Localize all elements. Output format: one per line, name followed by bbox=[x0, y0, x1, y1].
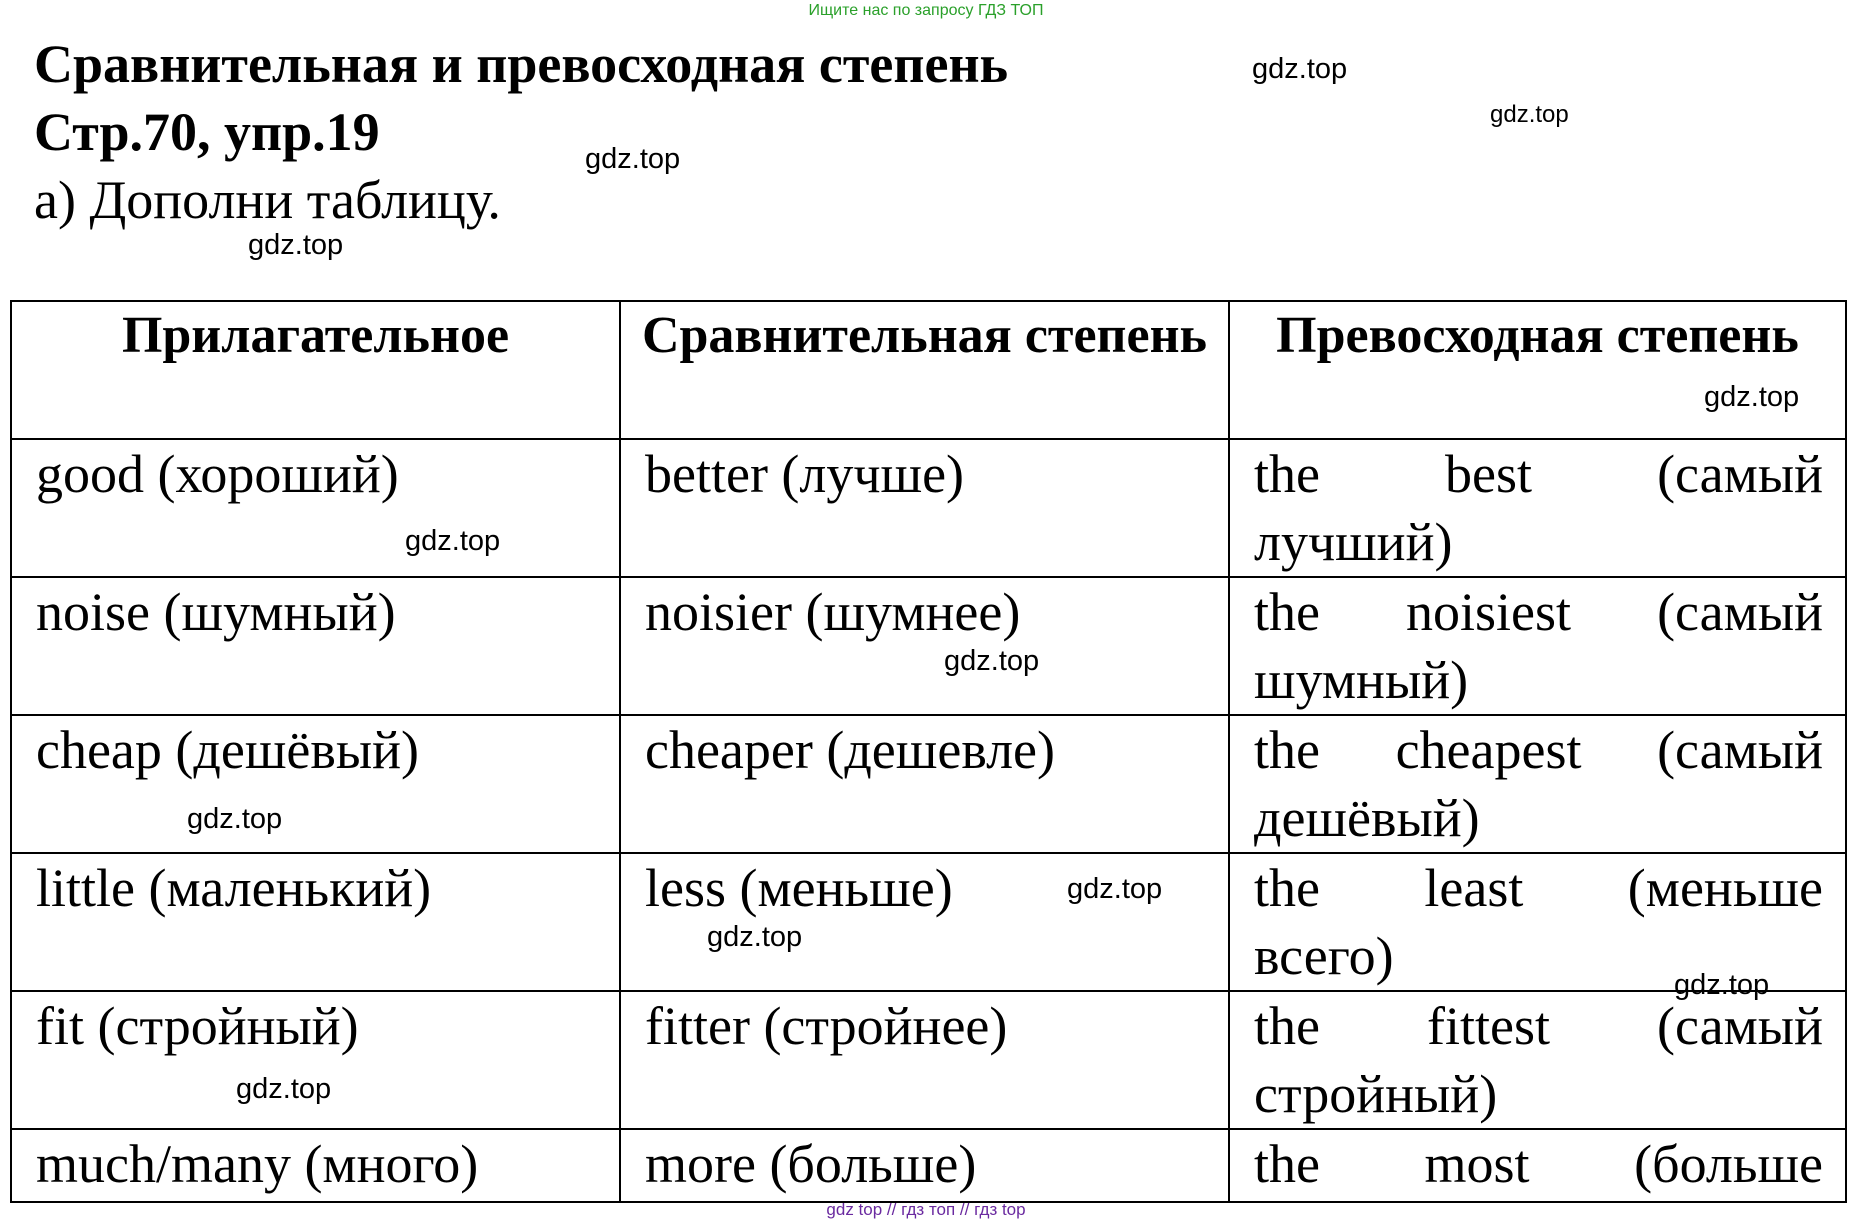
watermark: gdz.top bbox=[1252, 53, 1348, 85]
cell-superlative bbox=[1229, 1129, 1846, 1202]
cell-comparative: less (меньше) bbox=[620, 853, 1229, 991]
table-row bbox=[11, 715, 1846, 853]
cell-comparative: cheaper (дешевле) bbox=[620, 715, 1229, 853]
watermark: gdz.top bbox=[1674, 969, 1770, 1001]
watermark: gdz.top bbox=[405, 525, 501, 557]
table-row bbox=[11, 991, 1846, 1129]
watermark: gdz.top bbox=[707, 921, 803, 953]
cell-adjective: good (хороший) bbox=[11, 439, 620, 577]
superlative-line1: the most (больше bbox=[1254, 1134, 1823, 1194]
superlative-line2: всего) bbox=[1254, 926, 1394, 986]
header-comparative: Сравнительная степень bbox=[620, 301, 1229, 439]
superlative-line1: the fittest (самый bbox=[1254, 996, 1823, 1056]
page-title: Сравнительная и превосходная степень bbox=[34, 34, 1009, 94]
cell-superlative bbox=[1229, 577, 1846, 715]
cell-adjective: much/many (много) bbox=[11, 1129, 620, 1202]
watermark: gdz.top bbox=[187, 803, 283, 835]
cell-adjective: fit (стройный) bbox=[11, 991, 620, 1129]
cell-adjective: cheap (дешёвый) bbox=[11, 715, 620, 853]
superlative-line2: лучший) bbox=[1254, 512, 1453, 572]
cell-comparative: better (лучше) bbox=[620, 439, 1229, 577]
cell-superlative bbox=[1229, 439, 1846, 577]
cell-adjective: noise (шумный) bbox=[11, 577, 620, 715]
table-row bbox=[11, 1129, 1846, 1202]
superlative-line2: шумный) bbox=[1254, 650, 1469, 710]
header-adjective: Прилагательное bbox=[11, 301, 620, 439]
degrees-table bbox=[10, 300, 1847, 1203]
watermark: gdz.top bbox=[1490, 101, 1569, 128]
superlative-line1: the cheapest (самый bbox=[1254, 720, 1823, 780]
watermark: gdz.top bbox=[1067, 873, 1163, 905]
superlative-line1: the noisiest (самый bbox=[1254, 582, 1823, 642]
superlative-line2: дешёвый) bbox=[1254, 788, 1480, 848]
superlative-line1: the best (самый bbox=[1254, 444, 1823, 504]
table-header-row bbox=[11, 301, 1846, 439]
watermark: gdz.top bbox=[585, 143, 681, 175]
cell-adjective: little (маленький) bbox=[11, 853, 620, 991]
top-banner: Ищите нас по запросу ГДЗ ТОП bbox=[808, 2, 1044, 19]
header-superlative: Превосходная степень bbox=[1229, 301, 1846, 439]
watermark: gdz.top bbox=[944, 645, 1040, 677]
watermark: gdz.top bbox=[248, 229, 344, 261]
table-row bbox=[11, 577, 1846, 715]
cell-comparative: noisier (шумнее) bbox=[620, 577, 1229, 715]
cell-comparative: more (больше) bbox=[620, 1129, 1229, 1202]
cell-comparative: fitter (стройнее) bbox=[620, 991, 1229, 1129]
table-row bbox=[11, 853, 1846, 991]
footer-watermark: gdz top // гдз топ // гдз top bbox=[826, 1200, 1026, 1219]
watermark: gdz.top bbox=[236, 1073, 332, 1105]
superlative-line2: стройный) bbox=[1254, 1064, 1498, 1124]
cell-superlative bbox=[1229, 715, 1846, 853]
exercise-instruction: а) Дополни таблицу. bbox=[34, 170, 501, 230]
cell-superlative bbox=[1229, 991, 1846, 1129]
page-subtitle: Стр.70, упр.19 bbox=[34, 102, 380, 162]
watermark: gdz.top bbox=[1704, 381, 1800, 413]
table-row bbox=[11, 439, 1846, 577]
superlative-line1: the least (меньше bbox=[1254, 858, 1823, 918]
